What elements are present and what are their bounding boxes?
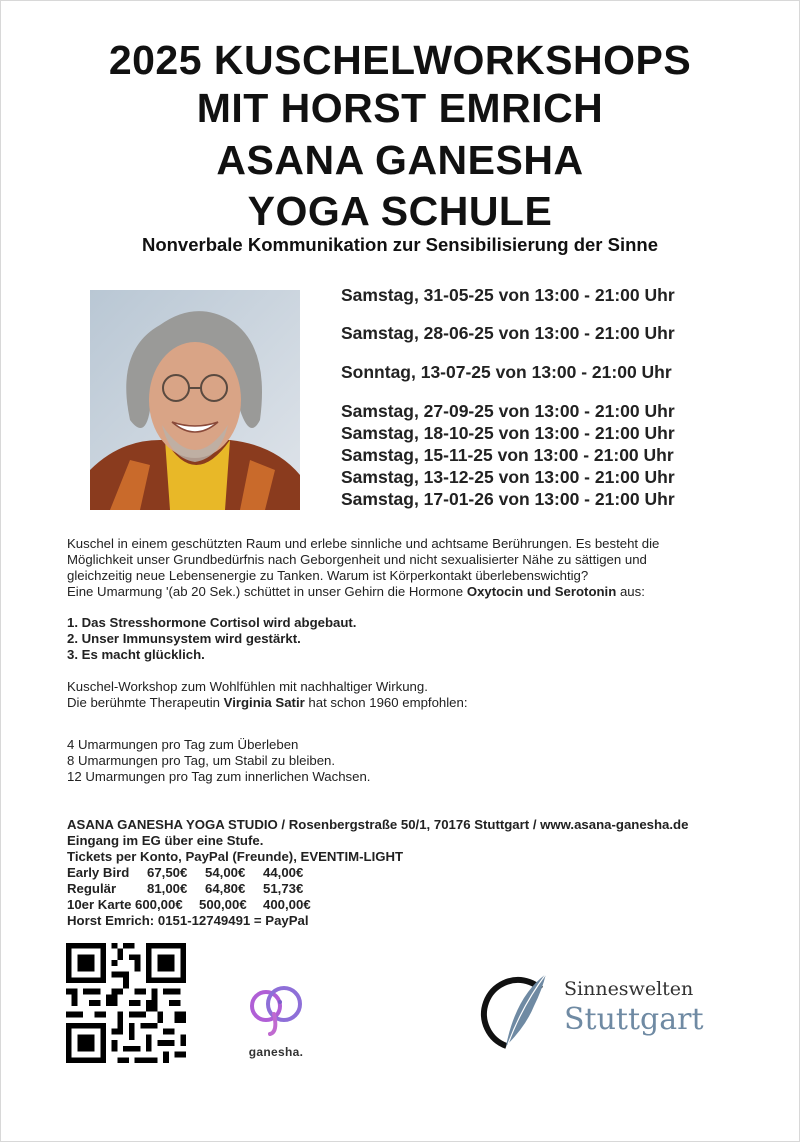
list-item: 3. Es macht glücklich.: [67, 647, 205, 662]
date-item: Samstag, 18-10-25 von 13:00 - 21:00 Uhr: [341, 423, 675, 443]
studio-entrance: Eingang im EG über eine Stufe.: [67, 833, 264, 848]
price-value: 44,00€: [263, 865, 304, 880]
feather-icon: [476, 966, 556, 1058]
intro-line: Möglichkeit unser Grundbedürfnis nach Geborgenheit und nicht sexualisierter Nähe zu sättigen und: [67, 552, 647, 567]
price-label: 10er Karte: [67, 897, 132, 912]
price-value: 600,00€: [135, 897, 183, 912]
intro-text: aus:: [616, 584, 645, 599]
date-item: Samstag, 31-05-25 von 13:00 - 21:00 Uhr: [341, 285, 675, 305]
intro-line: Kuschel in einem geschützten Raum und erlebe sinnliche und achtsame Berührungen. Es besteht die: [67, 536, 660, 551]
hugs-list: [67, 737, 747, 785]
date-item: Sonntag, 13-07-25 von 13:00 - 21:00 Uhr: [341, 362, 672, 382]
price-row: [67, 881, 747, 897]
ganesha-wordmark: ganesha.: [248, 1045, 304, 1059]
list-item: 1. Das Stresshormone Cortisol wird abgebaut.: [67, 615, 357, 630]
qr-code-icon: [66, 943, 186, 1063]
studio-address: ASANA GANESHA YOGA STUDIO / Rosenbergstraße 50/1, 70176 Stuttgart / www.asana-ganesha.de: [67, 817, 689, 832]
price-value: 81,00€: [147, 881, 188, 896]
price-value: 67,50€: [147, 865, 188, 880]
workshop-text: Die berühmte Therapeutin: [67, 695, 224, 710]
intro-line: [67, 584, 747, 600]
price-value: 400,00€: [263, 897, 311, 912]
title-line-2: MIT HORST EMRICH: [196, 85, 604, 131]
stuttgart-text: Stuttgart: [564, 1002, 704, 1037]
intro-line: gleichzeitig neue Lebensenergie zu Tanken. Warum ist Körperkontakt überlebenswichtig?: [67, 568, 589, 583]
studio-info: [67, 817, 747, 929]
workshop-line: Kuschel-Workshop zum Wohlfühlen mit nachhaltiger Wirkung.: [67, 679, 428, 694]
price-value: 51,73€: [263, 881, 304, 896]
workshop-paragraph: [67, 679, 747, 711]
price-label: Regulär: [67, 881, 117, 896]
price-value: 54,00€: [205, 865, 246, 880]
workshop-line: [67, 695, 747, 711]
portrait-photo: [90, 290, 300, 510]
list-item: 12 Umarmungen pro Tag zum innerlichen Wachsen.: [67, 769, 371, 784]
date-item: Samstag, 13-12-25 von 13:00 - 21:00 Uhr: [341, 467, 675, 487]
workshop-text: hat schon 1960 empfohlen:: [304, 695, 468, 710]
list-item: 4 Umarmungen pro Tag zum Überleben: [67, 737, 299, 752]
list-item: 8 Umarmungen pro Tag, um Stabil zu bleiben.: [67, 753, 336, 768]
therapist-name: Virginia Satir: [223, 695, 305, 710]
price-label: Early Bird: [67, 865, 130, 880]
title-line-3: ASANA GANESHA: [216, 137, 584, 183]
elephant-icon: [244, 984, 308, 1040]
intro-paragraph: [67, 536, 747, 600]
list-item: 2. Unser Immunsystem wird gestärkt.: [67, 631, 301, 646]
date-item: Samstag, 28-06-25 von 13:00 - 21:00 Uhr: [341, 323, 675, 343]
intro-text: Eine Umarmung '(ab 20 Sek.) schüttet in unser Gehirn die Hormone: [67, 584, 467, 599]
sinneswelten-text: Sinneswelten: [564, 978, 694, 1000]
price-value: 64,80€: [205, 881, 246, 896]
contact-phone: Horst Emrich: 0151-12749491 = PayPal: [67, 913, 309, 928]
price-row: [67, 897, 747, 913]
benefits-list: [67, 615, 747, 663]
date-item: Samstag, 15-11-25 von 13:00 - 21:00 Uhr: [341, 445, 674, 465]
sinneswelten-logo: [476, 966, 716, 1058]
date-item: Samstag, 27-09-25 von 13:00 - 21:00 Uhr: [341, 401, 675, 421]
subtitle: Nonverbale Kommunikation zur Sensibilisierung der Sinne: [141, 234, 659, 255]
date-item: Samstag, 17-01-26 von 13:00 - 21:00 Uhr: [341, 489, 675, 509]
price-value: 500,00€: [199, 897, 247, 912]
hormones-text: Oxytocin und Serotonin: [466, 584, 617, 599]
studio-tickets: Tickets per Konto, PayPal (Freunde), EVENTIM-LIGHT: [67, 849, 404, 864]
ganesha-logo: [244, 984, 308, 1060]
price-row: [67, 865, 747, 881]
title-line-1: 2025 KUSCHELWORKSHOPS: [108, 37, 692, 83]
title-line-4: YOGA SCHULE: [247, 188, 553, 234]
